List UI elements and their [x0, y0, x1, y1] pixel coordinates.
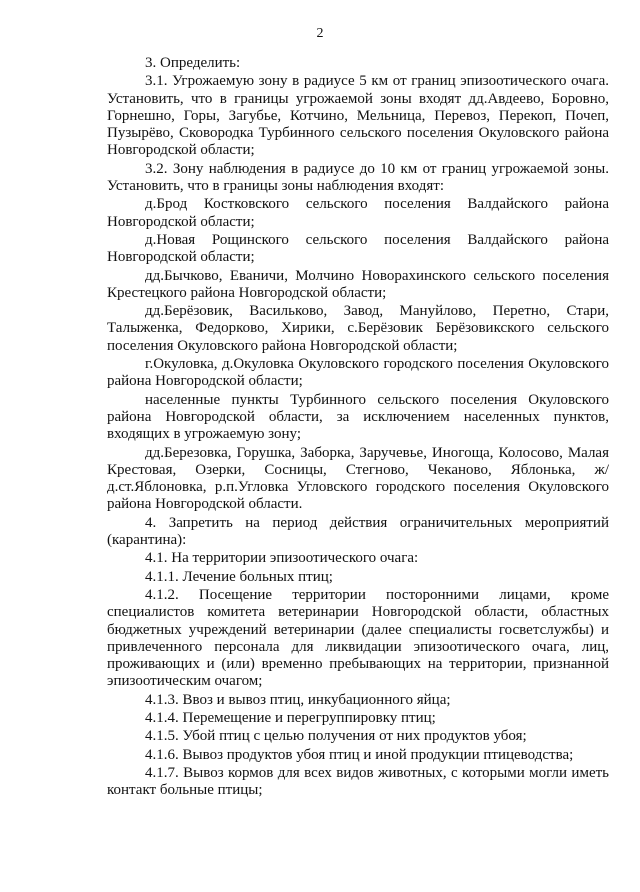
- paragraph-3: 3. Определить:: [145, 55, 241, 71]
- list-item-berezovik: дд.Берёзовик, Васильково, Завод, Мануйлово, Перетно, Стари, Талыженка, Федорково, Хирики, с.Берёзовик Берёзовикского сельского поселения Окуловского района Новгородской области;: [107, 303, 609, 354]
- paragraph-3-2: 3.2. Зону наблюдения в радиусе до 10 км от границ угрожаемой зоны. Установить, что в границы зоны наблюдения входят:: [107, 160, 609, 195]
- paragraph-3-1: 3.1. Угрожаемую зону в радиусе 5 км от границ эпизоотического очага. Установить, что в границы угрожаемой зоны входят дд.Авдеево, Боровно, Горнешно, Горы, Загубье, Котчино, Мельница, Перевоз, Перекоп, Почеп, Пузырёво, Сковородка Турбинного сельского поселения Окуловского района Новгородской области;: [107, 73, 609, 159]
- document-body: [107, 55, 609, 800]
- paragraph-4-1: 4.1. На территории эпизоотического очага:: [145, 550, 419, 567]
- paragraph-4: 4. Запретить на период действия ограничительных мероприятий (карантина):: [107, 514, 609, 549]
- paragraph-4-1-7: 4.1.7. Вывоз кормов для всех видов животных, с которыми могли иметь контакт больные птицы;: [107, 764, 609, 799]
- paragraph-4-1-6: 4.1.6. Вывоз продуктов убоя птиц и иной продукции птицеводства;: [145, 746, 574, 763]
- list-item-bychkovo: дд.Бычково, Еваничи, Молчино Новорахинского сельского поселения Крестецкого района Новгородской области;: [107, 267, 609, 301]
- list-item-berezovka: дд.Березовка, Горушка, Заборка, Заручевье, Иногоща, Колосово, Малая Крестовая, Озерки, Сосницы, Стегново, Чеканово, Яблонька, ж/д.ст.Яблоновка, р.п.Угловка Угловского городского поселения Окуловского района Новгородской области.: [107, 444, 609, 513]
- paragraph-4-1-4: 4.1.4. Перемещение и перегруппировку птиц;: [145, 709, 436, 726]
- list-item-turbinnoe: населенные пункты Турбинного сельского поселения Окуловского района Новгородской области, за исключением населенных пунктов, входящих в угрожаемую зону;: [107, 391, 609, 443]
- paragraph-4-1-3: 4.1.3. Ввоз и вывоз птиц, инкубационного яйца;: [145, 691, 451, 708]
- list-item-okulovka: г.Окуловка, д.Окуловка Окуловского городского поселения Окуловского района Новгородской области;: [107, 356, 609, 390]
- paragraph-4-1-2: 4.1.2. Посещение территории посторонними лицами, кроме специалистов комитета ветеринарии Новгородской области, областных бюджетных учреждений ветеринарии (далее специалисты госветслужбы) и привлеченного персонала для ликвидации эпизоотического очага, лиц, проживающих и (или) временно пребывающих на территории, признанной эпизоотическим очагом;: [107, 586, 609, 690]
- paragraph-4-1-1: 4.1.1. Лечение больных птиц;: [145, 568, 333, 585]
- paragraph-4-1-5: 4.1.5. Убой птиц с целью получения от них продуктов убоя;: [145, 728, 527, 745]
- page-number: 2: [316, 26, 324, 41]
- list-item-novaya: д.Новая Рощинского сельского поселения Валдайского района Новгородской области;: [107, 231, 609, 266]
- list-item-brod: д.Брод Костковского сельского поселения Валдайского района Новгородской области;: [107, 196, 609, 230]
